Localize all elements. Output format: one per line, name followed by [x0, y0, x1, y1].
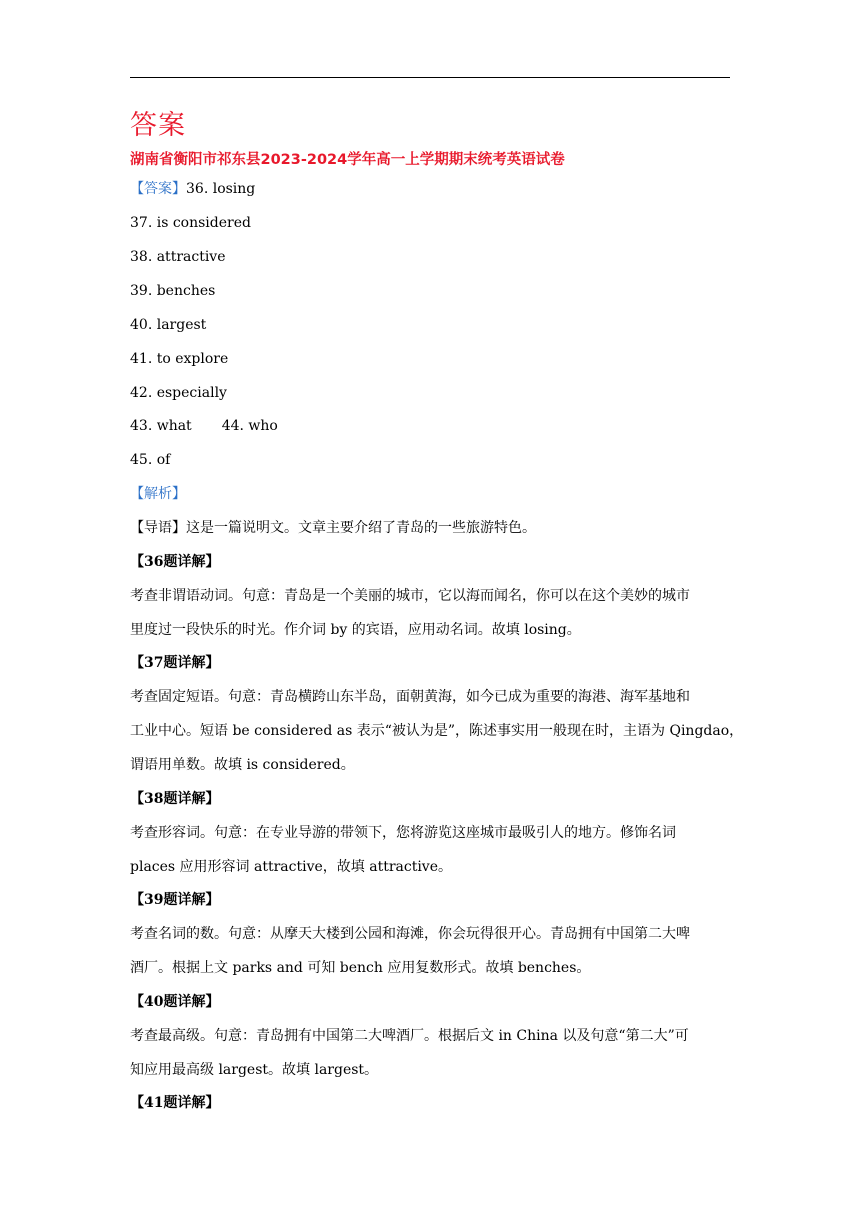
intro-text: 【导语】这是一篇说明文。文章主要介绍了青岛的一些旅游特色。	[130, 520, 536, 536]
q39-text-1: 考查名词的数。句意：从摩天大楼到公园和海滩，你会玩得很开心。青岛拥有中国第二大啤	[130, 926, 690, 942]
q39-text-2: 酒厂。根据上文 parks and 可知 bench 应用复数形式。故填 benches。	[130, 960, 591, 976]
answer-38: 38. attractive	[130, 249, 226, 265]
q38-heading: 【38题详解】	[130, 791, 220, 807]
q36-text-2: 里度过一段快乐的时光。作介词 by 的宾语，应用动名词。故填 losing。	[130, 622, 581, 638]
q37-heading: 【37题详解】	[130, 655, 220, 671]
q39-heading: 【39题详解】	[130, 892, 220, 908]
analysis-tag: 【解析】	[130, 486, 186, 502]
answer-40: 40. largest	[130, 317, 207, 333]
answer-42: 42. especially	[130, 385, 227, 401]
q36-text-1: 考查非谓语动词。句意：青岛是一个美丽的城市，它以海而闻名，你可以在这个美妙的城市	[130, 588, 690, 604]
answer-36: 36. losing	[186, 181, 256, 197]
q40-heading: 【40题详解】	[130, 994, 220, 1010]
q40-text-1: 考查最高级。句意：青岛拥有中国第二大啤酒厂。根据后文 in China 以及句意“第二大”可	[130, 1028, 689, 1044]
answer-37: 37. is considered	[130, 215, 251, 231]
answer-41: 41. to explore	[130, 351, 229, 367]
q37-text-1: 考查固定短语。句意：青岛横跨山东半岛，面朝黄海，如今已成为重要的海港、海军基地和	[130, 689, 690, 705]
q37-text-2: 工业中心。短语 be considered as 表示“被认为是”，陈述事实用一般现在时，主语为 Qingdao，	[130, 723, 744, 739]
q38-text-1: 考查形容词。句意：在专业导游的带领下，您将游览这座城市最吸引人的地方。修饰名词	[130, 825, 676, 841]
answer-43: 43. what	[130, 418, 192, 434]
answer-tag: 【答案】	[130, 181, 186, 197]
answer-line-36	[130, 179, 255, 199]
q37-text-3: 谓语用单数。故填 is considered。	[130, 757, 355, 773]
answer-39: 39. benches	[130, 283, 216, 299]
q41-heading: 【41题详解】	[130, 1095, 220, 1111]
answer-44: 44. who	[221, 418, 278, 434]
q36-heading: 【36题详解】	[130, 554, 220, 570]
page-title: 答案	[130, 110, 186, 141]
q38-text-2: places 应用形容词 attractive，故填 attractive。	[130, 859, 452, 875]
answer-45: 45. of	[130, 452, 171, 468]
q40-text-2: 知应用最高级 largest。故填 largest。	[130, 1062, 379, 1078]
exam-subtitle: 湖南省衡阳市祁东县2023-2024学年高一上学期期末统考英语试卷	[130, 152, 565, 168]
answer-line-43-44	[130, 416, 278, 436]
header-rule	[130, 77, 730, 78]
